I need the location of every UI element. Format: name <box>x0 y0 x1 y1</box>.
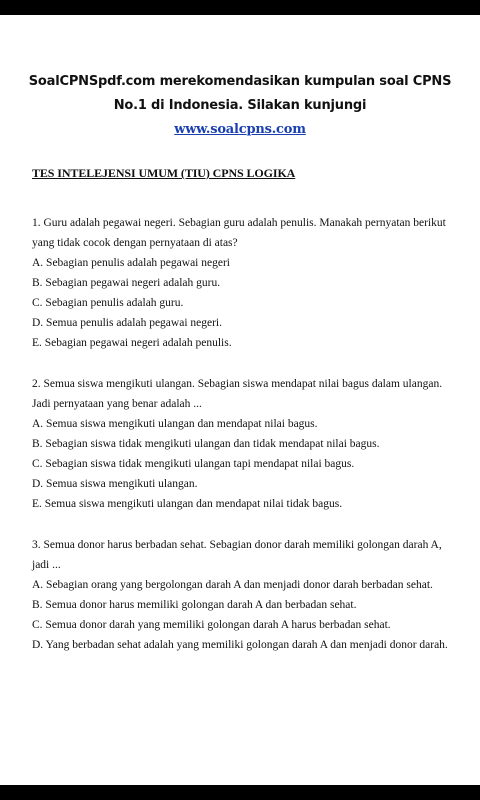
option-c: C. Sebagian penulis adalah guru. <box>32 297 184 309</box>
option-d: D. Semua siswa mengikuti ulangan. <box>32 478 198 490</box>
option-c: C. Semua donor darah yang memiliki golongan darah A harus berbadan sehat. <box>32 619 391 631</box>
navigation-bar <box>0 785 480 800</box>
option-c: C. Sebagian siswa tidak mengikuti ulangan tapi mendapat nilai bagus. <box>32 458 355 470</box>
header-line-1: SoalCPNSpdf.com merekomendasikan kumpulan soal CPNS <box>28 74 452 89</box>
option-b: B. Semua donor harus memiliki golongan darah A dan berbadan sehat. <box>32 599 357 611</box>
option-b: B. Sebagian pegawai negeri adalah guru. <box>32 277 221 289</box>
option-d: D. Semua penulis adalah pegawai negeri. <box>32 317 223 329</box>
question-2 <box>32 374 454 514</box>
option-a: A. Semua siswa mengikuti ulangan dan mendapat nilai bagus. <box>32 418 318 430</box>
status-bar <box>0 0 480 15</box>
question-stem: 3. Semua donor harus berbadan sehat. Sebagian donor darah memiliki golongan darah A, jadi ... <box>32 539 442 571</box>
question-3 <box>32 535 454 655</box>
option-e: E. Sebagian pegawai negeri adalah penulis. <box>32 337 232 349</box>
option-e: E. Semua siswa mengikuti ulangan dan mendapat nilai tidak bagus. <box>32 498 343 510</box>
option-a: A. Sebagian orang yang bergolongan darah A dan menjadi donor darah berbadan sehat. <box>32 579 433 591</box>
question-stem: 2. Semua siswa mengikuti ulangan. Sebagian siswa mendapat nilai bagus dalam ulangan. Jadi pernyataan yang benar adalah ... <box>32 378 443 410</box>
option-b: B. Sebagian siswa tidak mengikuti ulangan dan tidak mendapat nilai bagus. <box>32 438 380 450</box>
question-stem: 1. Guru adalah pegawai negeri. Sebagian guru adalah penulis. Manakah pernyatan berikut yang tidak cocok dengan pernyataan di atas? <box>32 217 446 249</box>
option-d: D. Yang berbadan sehat adalah yang memiliki golongan darah A dan menjadi donor darah. <box>32 639 448 651</box>
option-a: A. Sebagian penulis adalah pegawai negeri <box>32 257 230 269</box>
section-title: TES INTELEJENSI UMUM (TIU) CPNS LOGIKA <box>32 166 296 180</box>
website-link[interactable]: www.soalcpns.com <box>174 122 306 137</box>
header-line-2: No.1 di Indonesia. Silakan kunjungi <box>113 98 367 113</box>
document-header <box>0 70 480 142</box>
question-1 <box>32 213 454 353</box>
